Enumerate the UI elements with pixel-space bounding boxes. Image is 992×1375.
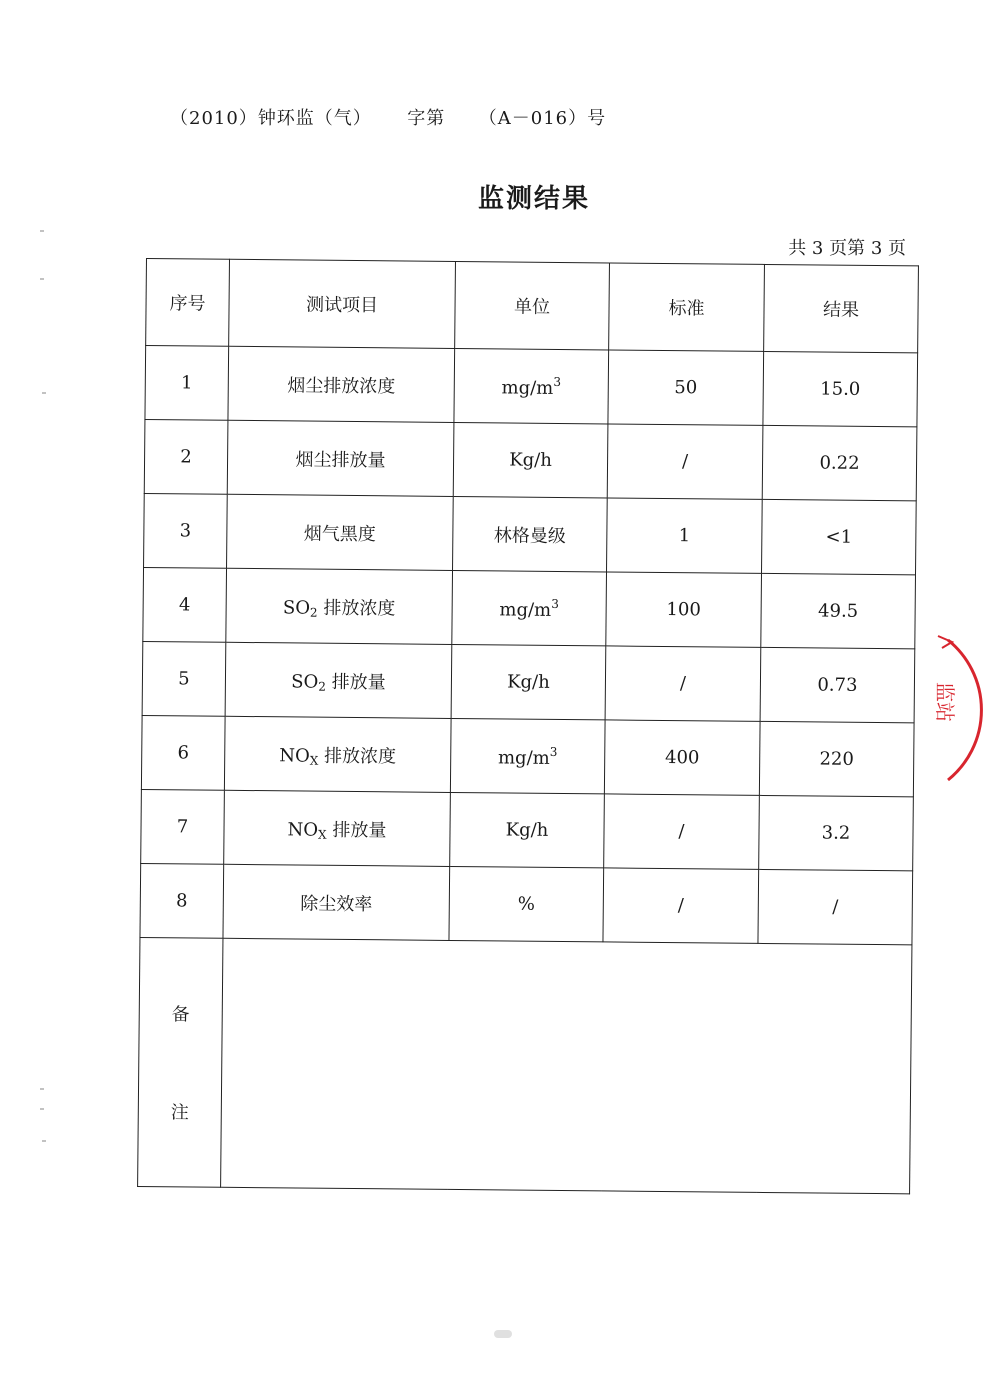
- cell-result: /: [758, 869, 913, 944]
- table-row: [142, 641, 915, 722]
- cell-unit: Kg/h: [453, 422, 608, 497]
- cell-result: 0.22: [762, 425, 917, 500]
- table-header-row: [146, 259, 919, 353]
- cell-result: 3.2: [759, 795, 914, 870]
- cell-result: 220: [759, 721, 914, 796]
- cell-item: $NO_X$ 排放量: [224, 790, 451, 866]
- table-row: [145, 346, 918, 427]
- cell-unit: $mg/m^3$: [452, 570, 607, 645]
- table-row: [143, 567, 916, 648]
- cell-no: 4: [143, 567, 227, 642]
- cell-standard: /: [603, 868, 759, 943]
- results-table-wrapper: [137, 258, 918, 1194]
- header-standard: 标准: [609, 263, 765, 351]
- remarks-content: [221, 938, 912, 1194]
- remarks-row: [138, 937, 912, 1193]
- table-row: [144, 419, 917, 500]
- cell-no: 3: [144, 493, 228, 568]
- document-number: [170, 104, 606, 130]
- cell-item: 烟气黑度: [227, 494, 454, 570]
- table-row: [141, 715, 914, 796]
- results-table: [137, 258, 919, 1194]
- cell-result: 49.5: [761, 573, 916, 648]
- cell-result: 15.0: [763, 351, 918, 426]
- header-no: 序号: [146, 259, 230, 347]
- cell-item: 烟尘排放浓度: [228, 346, 455, 422]
- cell-item: $NO_X$ 排放浓度: [224, 716, 451, 792]
- cell-item: 除尘效率: [223, 864, 450, 940]
- cell-result: 0.73: [760, 647, 915, 722]
- header-unit: 单位: [455, 261, 610, 349]
- cell-unit: 林格曼级: [453, 496, 608, 571]
- seal-icon: [908, 630, 992, 790]
- cell-standard: /: [604, 794, 760, 869]
- page-title: 监测结果: [477, 184, 590, 214]
- cell-standard: 100: [606, 572, 762, 647]
- cell-no: 2: [144, 419, 228, 494]
- doc-code: （A－016）号: [478, 108, 607, 129]
- table-row: [144, 493, 917, 574]
- cell-standard: 400: [604, 720, 760, 795]
- cell-unit: Kg/h: [450, 792, 605, 867]
- cell-result: <1: [762, 499, 917, 574]
- cell-standard: /: [605, 646, 761, 721]
- cell-no: 6: [141, 715, 225, 790]
- cell-no: 1: [145, 346, 229, 421]
- cell-unit: $mg/m^3$: [450, 718, 605, 793]
- remarks-label-char: 注: [170, 1102, 189, 1124]
- cell-no: 7: [141, 789, 225, 864]
- cell-unit: Kg/h: [451, 644, 606, 719]
- doc-year: （2010）: [170, 108, 258, 129]
- header-item: 测试项目: [229, 259, 456, 348]
- cell-unit: $mg/m^3$: [454, 348, 609, 423]
- doc-org: 钟环监（气）: [257, 108, 372, 129]
- cell-standard: 50: [608, 350, 764, 425]
- remarks-label-cell: [138, 937, 223, 1187]
- cell-no: 8: [140, 863, 224, 938]
- cell-unit: %: [449, 866, 604, 941]
- cell-item: $SO_2$ 排放量: [225, 642, 452, 718]
- cell-standard: /: [607, 424, 763, 499]
- header-result: 结果: [764, 264, 919, 352]
- table-row: [141, 789, 914, 870]
- remarks-label-char: 备: [171, 1004, 190, 1026]
- cell-no: 5: [142, 641, 226, 716]
- svg-text:监站: 监站: [933, 682, 957, 722]
- cell-item: $SO_2$ 排放浓度: [226, 568, 453, 644]
- doc-word: 字第: [407, 108, 446, 129]
- cell-item: 烟尘排放量: [227, 420, 454, 496]
- page-info: 共 3 页第 3 页: [788, 238, 906, 259]
- table-row: [140, 863, 913, 944]
- official-seal-stamp: [908, 630, 992, 790]
- cell-standard: 1: [607, 498, 763, 573]
